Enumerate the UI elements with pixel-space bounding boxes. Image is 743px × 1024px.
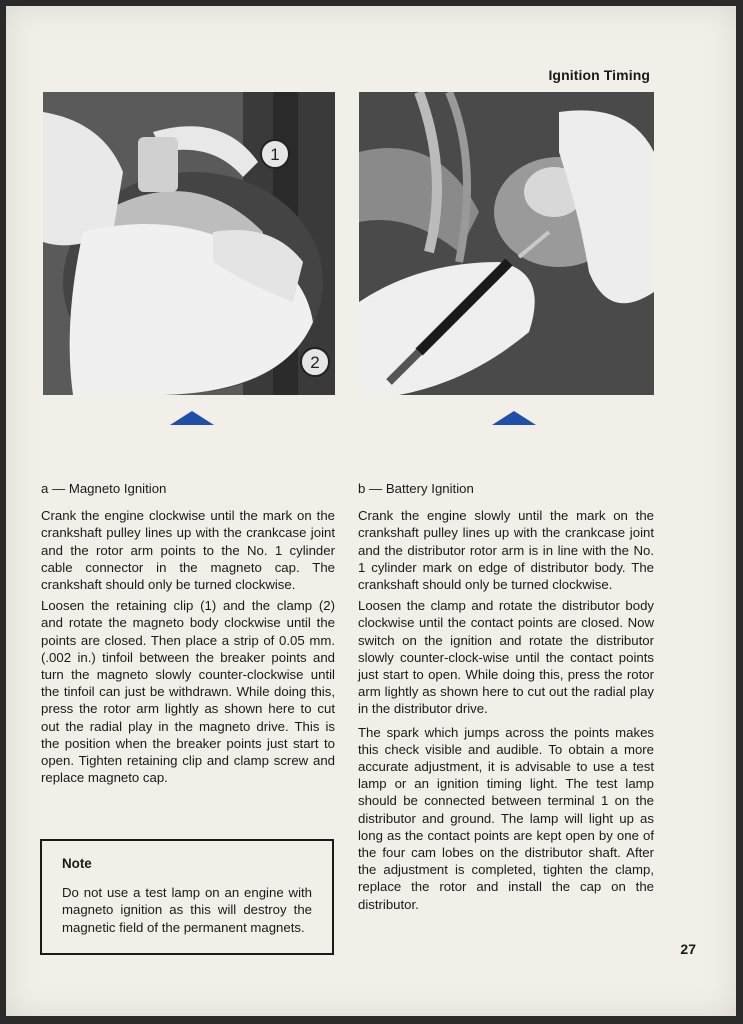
figure-b-pointer-icon bbox=[492, 411, 536, 425]
photo-magneto-graphic bbox=[43, 92, 335, 395]
note-text: Do not use a test lamp on an engine with magneto ignition as this will destroy the magnetic field of the permanent magnets. bbox=[62, 885, 312, 935]
callout-1-label: 1 bbox=[270, 145, 280, 164]
section-b-paragraph-3: The spark which jumps across the points makes this check visible and audible. To obtain a more accurate adjustment, it is advisable to use a test lamp or an ignition timing light. The test lamp should be connected between terminal 1 on the distributor and ground. The lamp will light up as long as the contact points are kept open by one of the four cam lobes on the distributor shaft. After the adjustment is completed, tighten the clamp, replace the rotor and install the cap on the distributor. bbox=[358, 724, 654, 912]
section-a-heading: a — Magneto Ignition bbox=[41, 481, 167, 496]
manual-page bbox=[6, 6, 736, 1016]
photo-battery-ignition bbox=[359, 92, 654, 395]
photo-distributor-graphic bbox=[359, 92, 654, 395]
photo-magneto-ignition bbox=[43, 92, 335, 395]
note-box bbox=[40, 839, 334, 955]
page-number: 27 bbox=[680, 941, 696, 957]
callout-2-label: 2 bbox=[310, 353, 320, 372]
section-a-paragraph-1: Crank the engine clockwise until the mark on the crankshaft pulley lines up with the crankcase joint and the rotor arm points to the No. 1 cylinder cable connector in the magneto cap. The crankshaft should only be turned clockwise. bbox=[41, 508, 335, 593]
figure-a-pointer-icon bbox=[170, 411, 214, 425]
section-b-heading: b — Battery Ignition bbox=[358, 481, 474, 496]
note-title: Note bbox=[62, 856, 92, 871]
section-battery-ignition bbox=[358, 480, 654, 917]
section-a-paragraph-2: Loosen the retaining clip (1) and the clamp (2) and rotate the magneto body clockwise until the points are closed. Then place a strip of 0.05 mm. (.002 in.) tinfoil between the breaker points and turn the magneto slowly counter-clockwise until the tinfoil can just be withdrawn. While doing this, press the rotor arm lightly as shown here to cut out the radial play in the magneto drive. This is the position when the breaker points just start to open. Tighten retaining clip and clamp screw and replace magneto cap. bbox=[41, 598, 335, 786]
page-header-title: Ignition Timing bbox=[548, 67, 650, 83]
section-b-paragraph-1: Crank the engine slowly until the mark on the crankshaft pulley lines up with the crankcase joint and the distributor rotor arm is in line with the No. 1 cylinder mark on edge of distributor body. The crankshaft should only be turned clockwise. bbox=[358, 508, 654, 593]
section-b-paragraph-2: Loosen the clamp and rotate the distributor body clockwise until the contact points are closed. Now switch on the ignition and rotate the distributor slowly counter-clock-wise until the contact points just start to open. While doing this, press the rotor arm lightly as shown here to cut out the radial play in the distributor drive. bbox=[358, 598, 654, 717]
section-magneto-ignition bbox=[41, 480, 335, 790]
